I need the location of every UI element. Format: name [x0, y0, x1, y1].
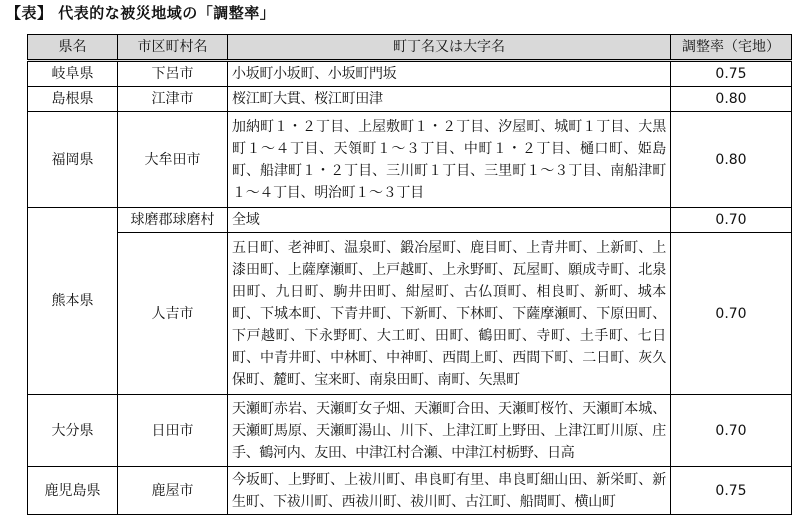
- prefecture-cell: 熊本県: [28, 208, 118, 395]
- page-title: 【表】 代表的な被災地域の「調整率」: [6, 4, 276, 22]
- city-cell: 下呂市: [118, 61, 228, 87]
- rate-cell: 0.80: [671, 112, 792, 208]
- table-row: [28, 87, 792, 112]
- table-row: [28, 208, 792, 233]
- table-row: [28, 395, 792, 467]
- table-row: [28, 467, 792, 515]
- city-cell: 鹿屋市: [118, 467, 228, 515]
- table-row: [28, 61, 792, 87]
- adjustment-rate-table: [27, 34, 792, 515]
- rate-cell: 0.75: [671, 61, 792, 87]
- area-cell: 五日町、老神町、温泉町、鍛冶屋町、鹿目町、上青井町、上新町、上漆田町、上薩摩瀬町、上戸越町、上永野町、瓦屋町、願成寺町、北泉田町、九日町、駒井田町、紺屋町、古仏頂町、相良町、新町、城本町、下城本町、下青井町、下新町、下林町、下薩摩瀬町、下原田町、下戸越町、下永野町、大工町、田町、鶴田町、寺町、土手町、七日町、中青井町、中林町、中神町、西間上町、西間下町、二日町、灰久保町、麓町、宝来町、南泉田町、南町、矢黒町: [228, 233, 671, 395]
- prefecture-cell: 岐阜県: [28, 61, 118, 87]
- rate-cell: 0.70: [671, 208, 792, 233]
- header-city: 市区町村名: [118, 35, 228, 61]
- rate-cell: 0.75: [671, 467, 792, 515]
- city-cell: 球磨郡球磨村: [118, 208, 228, 233]
- header-area: 町丁名又は大字名: [228, 35, 671, 61]
- prefecture-cell: 島根県: [28, 87, 118, 112]
- rate-cell: 0.80: [671, 87, 792, 112]
- header-row: [28, 35, 792, 61]
- area-cell: 全域: [228, 208, 671, 233]
- area-cell: 加納町１・２丁目、上屋敷町１・２丁目、汐屋町、城町１丁目、大黒町１～４丁目、天領町１～３丁目、中町１・２丁目、樋口町、姫島町、船津町１・２丁目、三川町１丁目、三里町１～３丁目、南船津町１～４丁目、明治町１～３丁目: [228, 112, 671, 208]
- prefecture-cell: 鹿児島県: [28, 467, 118, 515]
- area-cell: 今坂町、上野町、上祓川町、串良町有里、串良町細山田、新栄町、新生町、下祓川町、西祓川町、祓川町、古江町、船間町、横山町: [228, 467, 671, 515]
- city-cell: 日田市: [118, 395, 228, 467]
- rate-cell: 0.70: [671, 395, 792, 467]
- table-row: [28, 233, 792, 395]
- area-cell: 小坂町小坂町、小坂町門坂: [228, 61, 671, 87]
- city-cell: 江津市: [118, 87, 228, 112]
- city-cell: 大牟田市: [118, 112, 228, 208]
- header-prefecture: 県名: [28, 35, 118, 61]
- area-cell: 天瀬町赤岩、天瀬町女子畑、天瀬町合田、天瀬町桜竹、天瀬町本城、天瀬町馬原、天瀬町湯山、川下、上津江町上野田、上津江町川原、庄手、鶴河内、友田、中津江村合瀬、中津江村栃野、日高: [228, 395, 671, 467]
- city-cell: 人吉市: [118, 233, 228, 395]
- rate-cell: 0.70: [671, 233, 792, 395]
- prefecture-cell: 大分県: [28, 395, 118, 467]
- table-row: [28, 112, 792, 208]
- header-rate: 調整率（宅地）: [671, 35, 792, 61]
- area-cell: 桜江町大貫、桜江町田津: [228, 87, 671, 112]
- prefecture-cell: 福岡県: [28, 112, 118, 208]
